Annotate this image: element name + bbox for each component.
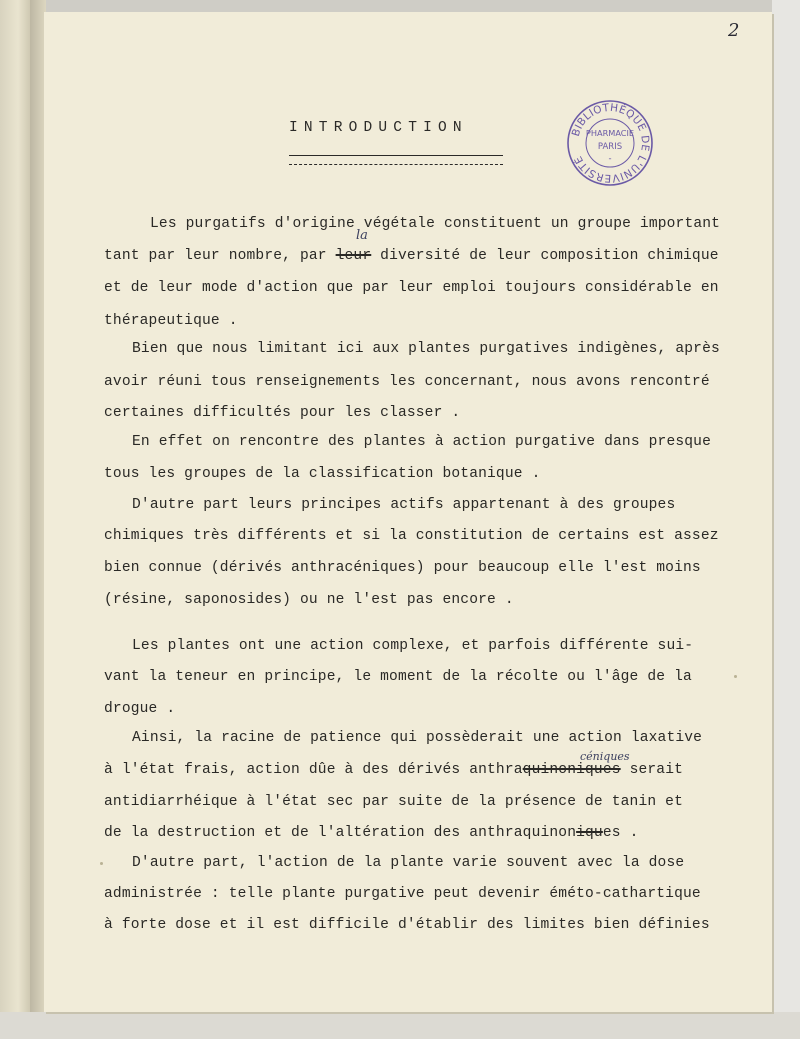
- text-line-with-correction: [104, 248, 719, 264]
- title-underline-solid: [289, 155, 503, 156]
- text-line: et de leur mode d'action que par leur emploi toujours considérable en: [104, 280, 719, 296]
- text-line: (résine, saponosides) ou ne l'est pas encore .: [104, 592, 514, 608]
- stamp-line-dash: -: [608, 154, 612, 164]
- text-fragment: à l'état frais, action dûe à des dérivés anthra: [104, 762, 523, 778]
- title-underline-dashed: [289, 164, 503, 165]
- struck-letters: iqu: [576, 825, 603, 841]
- stamp-ring-text: BIBLIOTHÈQUE DE L'UNIVERSITÉ: [569, 101, 652, 185]
- text-line-with-correction: [104, 762, 683, 778]
- text-line: tous les groupes de la classification botanique .: [104, 466, 541, 482]
- text-line: drogue .: [104, 701, 176, 717]
- handwritten-insert: céniques: [580, 750, 630, 763]
- page-title: INTRODUCTION: [289, 120, 468, 136]
- scan-margin-right: [772, 0, 800, 1039]
- stamp-line-pharmacie: PHARMACIE: [585, 128, 635, 138]
- text-fragment: de la destruction et de l'altération des anthraquinon: [104, 825, 577, 841]
- text-line: En effet on rencontre des plantes à action purgative dans presque: [132, 434, 711, 450]
- text-line: administrée : telle plante purgative peut devenir éméto-cathartique: [104, 886, 701, 902]
- text-line: certaines difficultés pour les classer .: [104, 405, 461, 421]
- text-line: chimiques très différents et si la constitution de certains est assez: [104, 528, 719, 544]
- struck-word: leur: [335, 248, 372, 264]
- text-fragment: tant par leur nombre, par: [104, 248, 336, 264]
- page-number: 2: [728, 20, 740, 41]
- paper-speck: [100, 862, 103, 865]
- text-line: thérapeutique .: [104, 313, 238, 329]
- book-cover-edge: [0, 0, 30, 1039]
- paper-speck: [734, 675, 737, 678]
- text-line: Bien que nous limitant ici aux plantes purgatives indigènes, après: [132, 341, 720, 357]
- library-stamp: [566, 99, 654, 187]
- scan-margin-bottom: [0, 1012, 800, 1039]
- text-line-with-correction: [104, 825, 638, 841]
- text-fragment: serait: [620, 762, 684, 778]
- text-line: D'autre part, l'action de la plante varie souvent avec la dose: [132, 855, 685, 871]
- text-line: Ainsi, la racine de patience qui possèderait une action laxative: [132, 730, 703, 746]
- text-line: D'autre part leurs principes actifs appartenant à des groupes: [132, 497, 676, 513]
- text-line: antidiarrhéique à l'état sec par suite de la présence de tanin et: [104, 794, 683, 810]
- handwritten-insert: la: [356, 228, 368, 243]
- struck-word: quinoniques: [522, 762, 621, 778]
- text-fragment: diversité de leur composition chimique: [371, 248, 719, 264]
- stamp-line-paris: PARIS: [597, 142, 623, 152]
- text-line: vant la teneur en principe, le moment de la récolte ou l'âge de la: [104, 669, 692, 685]
- text-line: avoir réuni tous renseignements les concernant, nous avons rencontré: [104, 374, 710, 390]
- text-line: à forte dose et il est difficile d'établir des limites bien définies: [104, 917, 710, 933]
- text-line: bien connue (dérivés anthracéniques) pour beaucoup elle l'est moins: [104, 560, 701, 576]
- text-fragment: es .: [602, 825, 639, 841]
- text-line: Les plantes ont une action complexe, et parfois différente sui-: [132, 638, 694, 654]
- text-line: Les purgatifs d'origine végétale constituent un groupe important: [150, 216, 721, 232]
